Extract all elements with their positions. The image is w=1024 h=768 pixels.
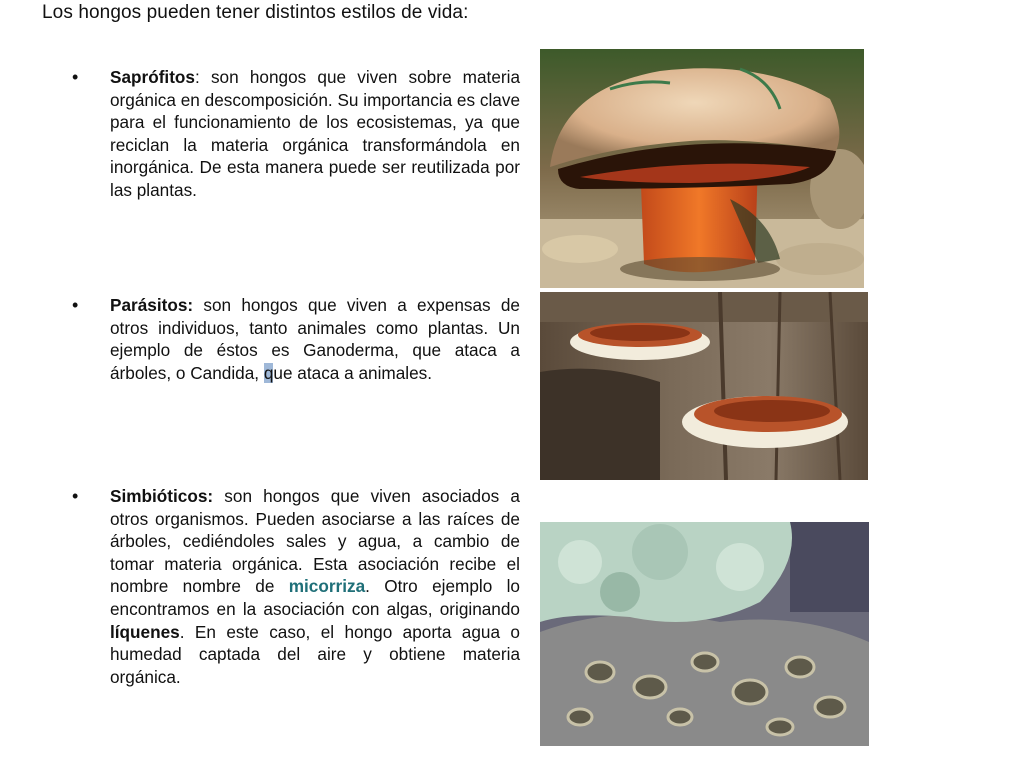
item-body: son hongos que viven sobre materia orgánica en descomposición. Su importancia es clave para el funcionamiento de los ecosistemas, ya que reciclan la materia orgánica transformándola en inorgánica. De esta manera puede ser reutilizada por las plantas. [110, 67, 520, 200]
item-body: son hongos que viven a expensas de otros individuos, tanto animales como plantas. Un ejemplo de éstos es Ganoderma, que ataca a árboles, o Candida, [110, 295, 520, 383]
bullet: • [72, 486, 79, 506]
mushroom-photo [540, 49, 864, 288]
list-item-parasitos [72, 294, 520, 384]
item-title: Parásitos: [110, 295, 194, 315]
bullet: • [72, 295, 79, 315]
item-title: Simbióticos: [110, 486, 214, 506]
item-text [110, 66, 520, 202]
bullet: • [72, 67, 79, 87]
term-liquenes: líquenes [110, 621, 180, 642]
text-cursor-highlight: q [263, 362, 274, 383]
item-body: son hongos que viven asociados a otros organismos. Pueden asociarse a las raíces de árboles, cediéndoles sales y agua, a cambio de tomar materia orgánica. Esta asociación recibe el nombre nombre de [110, 486, 520, 597]
item-body: . Otro ejemplo lo encontramos en la asociación con algas, originando [110, 576, 520, 619]
bracket-fungus-photo [540, 292, 868, 480]
item-text [110, 294, 520, 384]
lichen-photo [540, 522, 869, 746]
list-item-simbioticos [72, 485, 520, 688]
item-body-end: ue ataca a animales. [273, 362, 433, 383]
item-title: Saprófitos [110, 67, 195, 87]
item-text [110, 485, 520, 688]
item-body: . En este caso, el hongo aporta agua o humedad captada del aire y obtiene materia orgánica. [110, 621, 520, 687]
title-suffix: : [195, 67, 200, 87]
term-micorriza: micorriza [288, 576, 366, 597]
list-item-saprofitos [72, 66, 520, 202]
intro-text: Los hongos pueden tener distintos estilos de vida: [42, 2, 469, 23]
